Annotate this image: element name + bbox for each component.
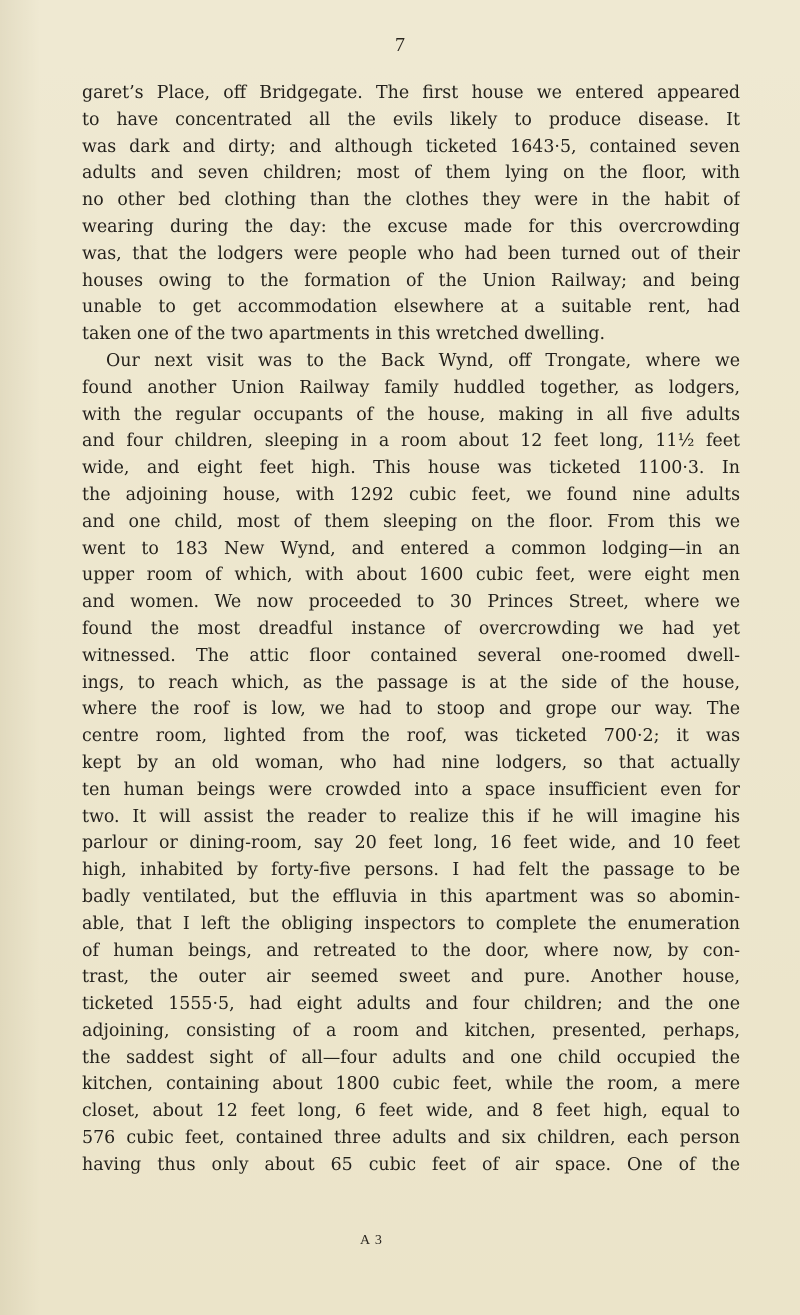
text-line: taken one of the two apartments in this wretched dwelling. — [82, 324, 606, 345]
body-text — [82, 80, 740, 1179]
text-line: went to 183 New Wynd, and entered a common lodging—in an — [82, 538, 740, 559]
text-line: kitchen, containing about 1800 cubic feet, while the room, a mere — [82, 1074, 740, 1095]
text-line: two. It will assist the reader to realize this if he will imagine his — [82, 806, 740, 827]
signature-mark: A 3 — [360, 1233, 383, 1248]
text-line: of human beings, and retreated to the door, where now, by con- — [82, 940, 740, 961]
text-line: upper room of which, with about 1600 cubic feet, were eight men — [82, 565, 740, 586]
text-line: was dark and dirty; and although ticketed 1643·5, contained seven — [82, 136, 740, 157]
text-line: high, inhabited by forty-five persons. I had felt the passage to be — [82, 860, 740, 881]
text-line: trast, the outer air seemed sweet and pure. Another house, — [82, 967, 740, 988]
text-line: Our next visit was to the Back Wynd, off Trongate, where we — [106, 350, 740, 371]
text-line: wide, and eight feet high. This house was ticketed 1100·3. In — [82, 458, 740, 479]
text-line: 576 cubic feet, contained three adults and six children, each person — [82, 1128, 740, 1149]
text-line: and four children, sleeping in a room about 12 feet long, 11½ feet — [82, 431, 740, 452]
text-line: having thus only about 65 cubic feet of air space. One of the — [82, 1154, 740, 1175]
text-line: with the regular occupants of the house, making in all five adults — [82, 404, 740, 425]
text-line: garet’s Place, off Bridgegate. The first house we entered appeared — [82, 83, 740, 103]
text-line: ticketed 1555·5, had eight adults and four children; and the one — [82, 994, 740, 1015]
text-line: and one child, most of them sleeping on the floor. From this we — [82, 511, 740, 532]
text-line: kept by an old woman, who had nine lodgers, so that actually — [82, 752, 740, 773]
text-line: adjoining, consisting of a room and kitchen, presented, perhaps, — [82, 1020, 740, 1041]
text-line: houses owing to the formation of the Union Railway; and being — [82, 270, 740, 291]
text-line: found another Union Railway family huddled together, as lodgers, — [82, 377, 740, 398]
text-line: was, that the lodgers were people who had been turned out of their — [82, 243, 740, 264]
text-line: wearing during the day: the excuse made for this overcrowding — [82, 216, 740, 237]
text-line: able, that I left the obliging inspectors to complete the enumeration — [82, 913, 740, 934]
text-line: no other bed clothing than the clothes they were in the habit of — [82, 190, 740, 211]
text-line: the saddest sight of all—four adults and one child occupied the — [82, 1047, 740, 1068]
text-line: witnessed. The attic floor contained several one-roomed dwell- — [82, 645, 740, 666]
text-line: adults and seven children; most of them lying on the floor, with — [82, 163, 740, 184]
text-line: and women. We now proceeded to 30 Princes Street, where we — [82, 592, 740, 613]
text-line: the adjoining house, with 1292 cubic feet, we found nine adults — [82, 484, 740, 505]
text-line: badly ventilated, but the effluvia in this apartment was so abomin- — [82, 886, 740, 907]
text-line: ten human beings were crowded into a space insufficient even for — [82, 779, 740, 800]
text-line: centre room, lighted from the roof, was ticketed 700·2; it was — [82, 726, 740, 747]
text-line: found the most dreadful instance of overcrowding we had yet — [82, 618, 740, 639]
text-line: parlour or dining-room, say 20 feet long, 16 feet wide, and 10 feet — [82, 833, 740, 854]
text-line: closet, about 12 feet long, 6 feet wide, and 8 feet high, equal to — [82, 1101, 740, 1122]
text-line: to have concentrated all the evils likely to produce disease. It — [82, 109, 740, 130]
text-line: unable to get accommodation elsewhere at a suitable rent, had — [82, 297, 740, 318]
page-number: 7 — [395, 34, 405, 56]
text-line: ings, to reach which, as the passage is at the side of the house, — [82, 672, 740, 693]
text-line: where the roof is low, we had to stoop and grope our way. The — [82, 699, 740, 720]
